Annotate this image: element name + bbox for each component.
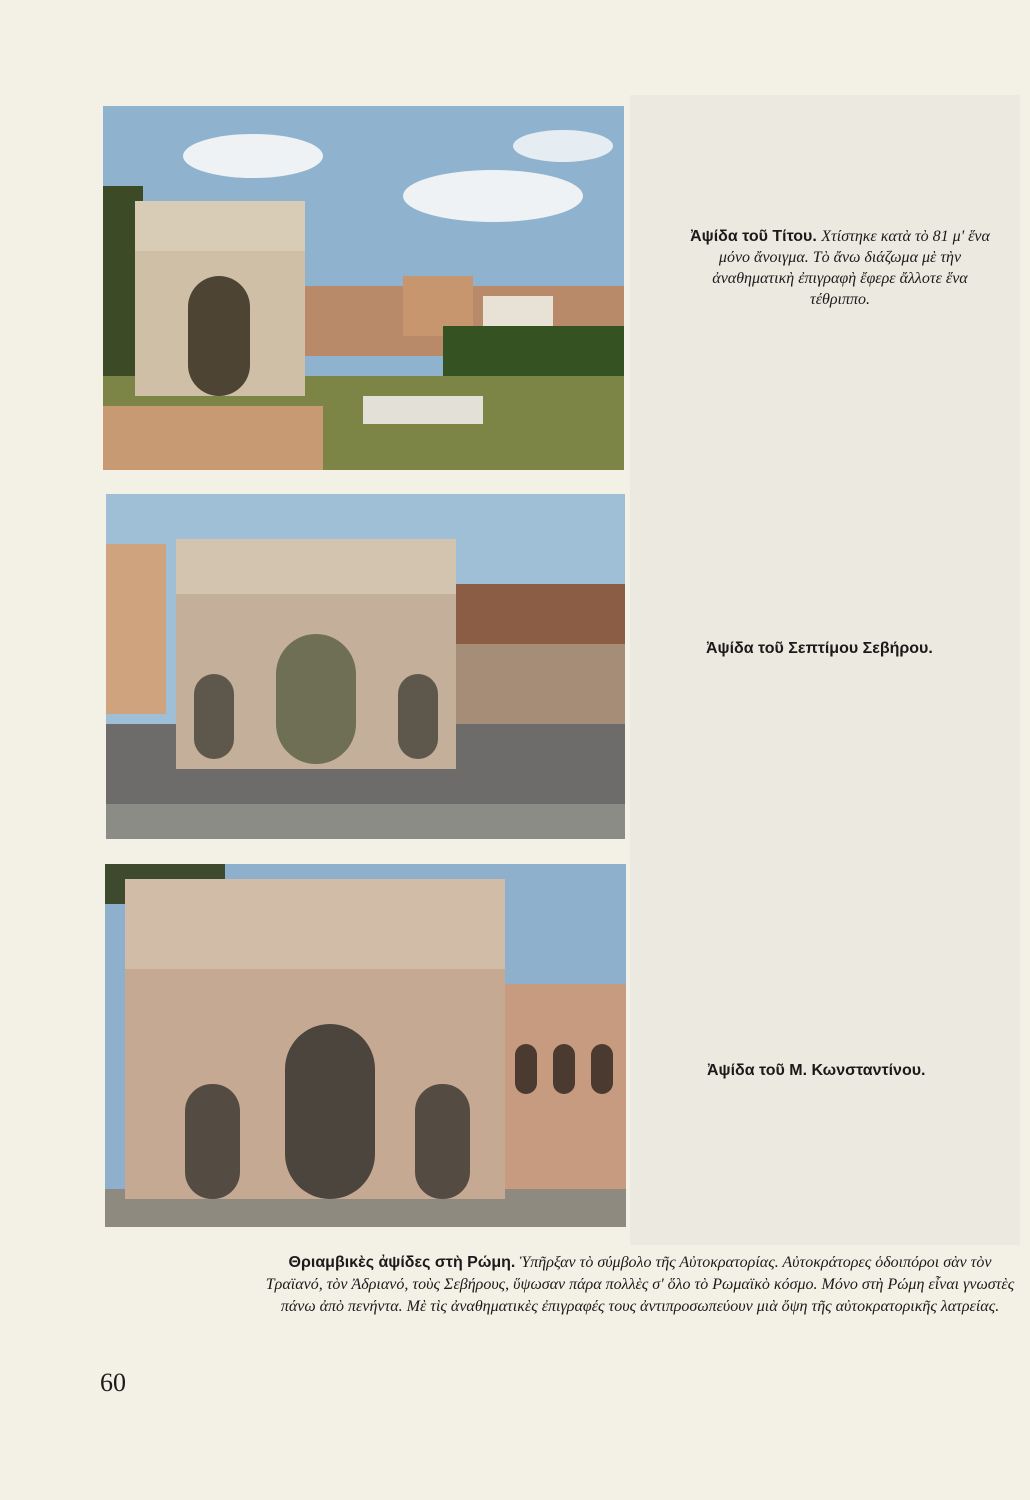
figure-caption-body: Ὑπῆρξαν τὸ σύμβολο τῆς Αὐτοκρατορίας. Αὐτοκράτορες ὁδοιπόροι σὰν τὸν Τραϊανό, τὸν Ἀδριανό, τοὺς Σεβήρους, ὕψωσαν πάρα πολλὲς σ' ὅλο τὸ Ρωμαϊκὸ κόσμο. Μόνο στὴ Ρώμη εἶναι γνωστὲς πάνω ἀπὸ πενήντα. Μὲ τὶς ἀναθηματικὲς ἐπιγραφές τους ἀντιπροσωπεύουν μιὰ ὄψη τῆς αὐτοκρατορικῆς λατρείας. [265, 1254, 1015, 1315]
caption-arch-of-titus [690, 226, 990, 310]
caption-titus-title: Ἀψίδα τοῦ Τίτου. [690, 228, 817, 245]
photo-arch-of-septimius-severus [106, 494, 625, 839]
page-number: 60 [100, 1368, 126, 1397]
caption-constantine-title: Ἀψίδα τοῦ Μ. Κωνσταντίνου. [707, 1062, 926, 1079]
figure-caption-title: Θριαμβικὲς ἀψίδες στὴ Ρώμη. [288, 1254, 516, 1271]
caption-arch-of-constantine [707, 1060, 1007, 1081]
photo-arch-of-titus [103, 106, 624, 470]
figure-caption [260, 1252, 1020, 1318]
arch-of-severus-image [106, 494, 625, 839]
photo-arch-of-constantine [105, 864, 626, 1227]
arch-of-constantine-image [105, 864, 626, 1227]
caption-arch-of-severus [706, 638, 1006, 659]
arch-of-titus-image [103, 106, 624, 470]
caption-severus-title: Ἀψίδα τοῦ Σεπτίμου Σεβήρου. [706, 640, 933, 657]
caption-titus-body: Χτίστηκε κατὰ τὸ 81 μ' ἕνα μόνο ἄνοιγμα. Τὸ ἄνω διάζωμα μὲ τὴν ἀναθηματικὴ ἐπιγραφὴ ἔφερε ἄλλοτε ἕνα τέθριππο. [712, 228, 990, 308]
